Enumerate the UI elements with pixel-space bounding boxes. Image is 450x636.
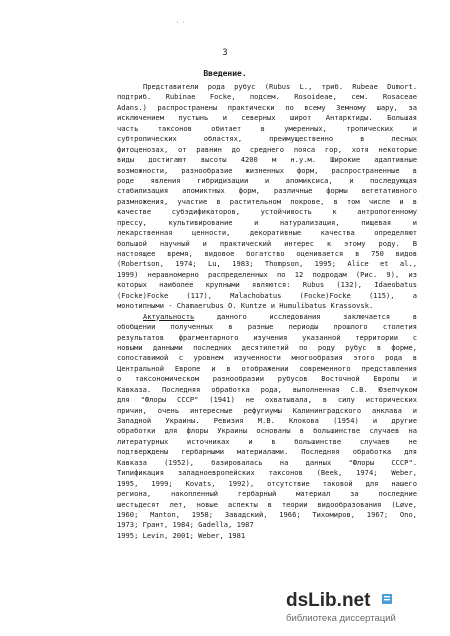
section-heading: Введение. — [203, 69, 247, 78]
text-line: для "Флоры СССР" (1941) не охватывала, в силу исторических — [117, 395, 417, 405]
text-line: Adans.) распространены практически по всему Земному шару, за — [117, 102, 417, 112]
top-mark: · · — [176, 20, 186, 26]
text-line: возможности, разнообразие жизненных форм, распространенные в — [117, 165, 417, 175]
text-line: Кавказа. Последняя обработка рода, выполненная С.В. Юзепчуком — [117, 384, 417, 394]
text-line: 1999) неравномерно распределенных по 12 подродам (Рис. 9), из — [117, 269, 417, 279]
text-line: результатов фрагментарного изучения указанной территории с — [117, 332, 417, 342]
text-line: монотипными - Chamaerubus O. Kuntze и Humulibatus Krassovsk. — [117, 301, 374, 311]
text-line: сопоставимой с уровнем изученности многообразия этого рода в — [117, 353, 417, 363]
watermark-logo: dsLib.net — [286, 590, 371, 611]
text-line: 1973; Грант, 1984; Gadella, 1987 — [117, 520, 254, 530]
text-line: Западной Украины. Ревизия М.В. Клокова (1954) и другие — [117, 416, 417, 425]
text-line: Актуальность данного исследования заключается в — [143, 311, 417, 321]
text-line: обобщении полученных в разные периоды прошлого столетия — [117, 322, 417, 332]
text-line: подтриб. Rubinae Focke, подсем. Rosoideae, сем. Rosaceae — [117, 92, 417, 102]
text-line: субтропических областях, преимущественно в лесных — [117, 134, 417, 144]
watermark-subtitle: библиотека диссертаций — [286, 613, 396, 624]
text-line: литературных источниках и в большинстве случаев не — [117, 436, 417, 446]
page-number: 3 — [222, 48, 228, 58]
text-line: (Robertson, 1974; Lu, 1983; Thompson, 1995; Alice et al., — [117, 259, 417, 269]
text-line: которых наиболее крупными являются: Rubus (132), Idaeobatus — [117, 280, 417, 290]
book-icon — [380, 592, 394, 606]
body-text — [117, 82, 417, 541]
text-line: подтверждены гербарными материалами. Последняя обработка для — [117, 447, 417, 457]
text-line: 1995, 1999; Kovats, 1992), отсутствие таковой для нашего — [117, 478, 417, 488]
text-line: 1960; Manton, 1958; Завадский, 1966; Тихомиров, 1967; Ono, — [117, 509, 417, 519]
text-line: прессу, культивирование и натурализация, пищевая и — [117, 217, 417, 227]
text-line: причин, очень интересные рефугиумы Калининградского анклава и — [117, 405, 417, 415]
text-line: обработки для флоры Украины основаны в большинстве случаев на — [117, 426, 417, 436]
text-line: Кавказа (1952), базировалась на данных "Флоры СССР". — [117, 457, 417, 467]
text-line: исключением пустынь и северных широт Антарктиды. Большая — [117, 113, 417, 123]
text-line: 1995; Levin, 2001; Weber, 1981 — [117, 530, 246, 540]
text-line: фитоценозах, от равнин до среднего пояса гор, хотя некоторые — [117, 144, 417, 154]
text-line: большой научный и практический интерес к этому роду. В — [117, 238, 417, 248]
watermark — [286, 590, 446, 630]
text-line: новыми данными последних десятилетий по роду рубус в форме, — [117, 342, 417, 352]
text-line: о таксономическом разнообразии рубусов Восточной Европы и — [117, 374, 417, 384]
text-line: региона, накопленный гербарный материал за последние — [117, 489, 417, 499]
text-line: Центральной Европе и в отображении современного представления — [117, 363, 417, 373]
text-line: размножения, участие в растительном покрове, в том числе и в — [117, 196, 417, 206]
text-line: стабилизация апомиктных форм, различные формы вегетативного — [117, 186, 417, 196]
text-line: качестве субэдификаторов, устойчивость к антропогенному — [117, 207, 417, 217]
text-line: лекарственная ценности, декоративные качества определяют — [117, 228, 417, 238]
text-line: виды достигают высоты 4200 м н.у.м. Широкие адаптивные — [117, 155, 417, 165]
text-line: Представители рода рубус (Rubus L., триб. Rubeae Dumort. — [143, 82, 417, 91]
text-line: (Focke)Focke (117), Malachobatus (Focke)Focke (115), а — [117, 290, 417, 300]
text-line: шестьдесят лет, новые аспекты в теории видообразования (Løve, — [117, 499, 417, 509]
text-line: настоящее время, видовое богатство оценивается в 750 видов — [117, 249, 417, 258]
text-line: Типификация западноевропейских таксонов (Beek, 1974; Weber, — [117, 468, 417, 478]
text-line: часть таксонов обитает в умеренных, тропических и — [117, 123, 417, 133]
text-line: роде явления гибридизации и апомиксиса, и последующая — [117, 175, 417, 185]
